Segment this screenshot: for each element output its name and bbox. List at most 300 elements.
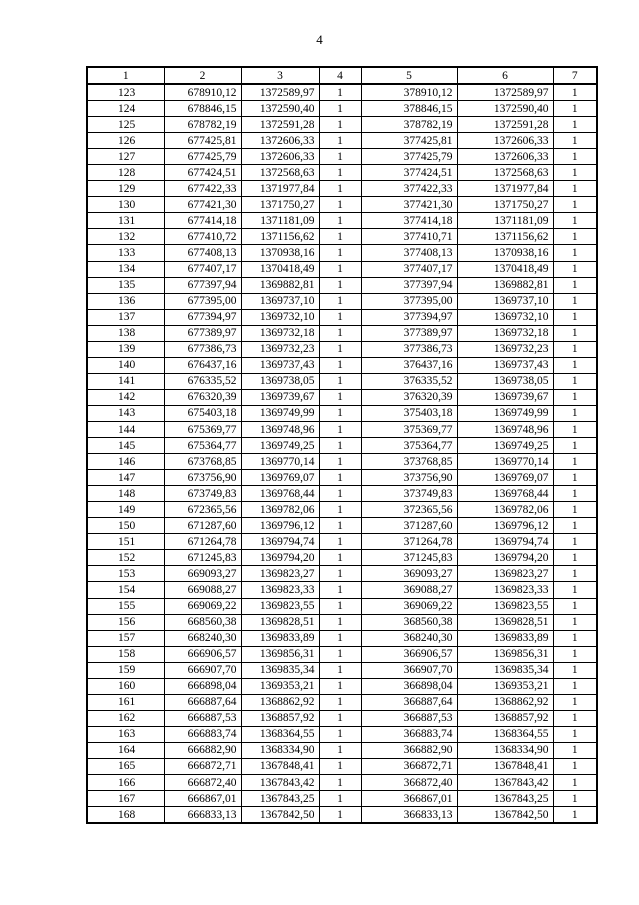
y-coord-alt-cell: 1372568,63 xyxy=(457,165,553,181)
zone-cell: 1 xyxy=(319,229,361,245)
point-number-cell: 165 xyxy=(87,758,164,774)
point-number-cell: 167 xyxy=(87,791,164,807)
code-cell: 1 xyxy=(553,373,597,389)
code-cell: 1 xyxy=(553,662,597,678)
x-coord-alt-cell: 366833,13 xyxy=(361,807,457,824)
code-cell: 1 xyxy=(553,502,597,518)
x-coord-cell: 668240,30 xyxy=(164,630,241,646)
y-coord-alt-cell: 1369794,20 xyxy=(457,550,553,566)
y-coord-alt-cell: 1372606,33 xyxy=(457,149,553,165)
column-header: 7 xyxy=(553,67,597,84)
zone-cell: 1 xyxy=(319,775,361,791)
table-row xyxy=(87,229,597,245)
column-header: 2 xyxy=(164,67,241,84)
zone-cell: 1 xyxy=(319,630,361,646)
y-coord-cell: 1370418,49 xyxy=(241,261,319,277)
code-cell: 1 xyxy=(553,309,597,325)
x-coord-cell: 677397,94 xyxy=(164,277,241,293)
code-cell: 1 xyxy=(553,454,597,470)
y-coord-alt-cell: 1369770,14 xyxy=(457,454,553,470)
code-cell: 1 xyxy=(553,710,597,726)
x-coord-cell: 676320,39 xyxy=(164,389,241,405)
point-number-cell: 129 xyxy=(87,181,164,197)
zone-cell: 1 xyxy=(319,117,361,133)
point-number-cell: 123 xyxy=(87,84,164,101)
x-coord-alt-cell: 373756,90 xyxy=(361,470,457,486)
zone-cell: 1 xyxy=(319,791,361,807)
code-cell: 1 xyxy=(553,149,597,165)
code-cell: 1 xyxy=(553,598,597,614)
y-coord-alt-cell: 1369769,07 xyxy=(457,470,553,486)
code-cell: 1 xyxy=(553,758,597,774)
code-cell: 1 xyxy=(553,117,597,133)
y-coord-cell: 1372589,97 xyxy=(241,84,319,101)
y-coord-cell: 1369768,44 xyxy=(241,486,319,502)
point-number-cell: 130 xyxy=(87,197,164,213)
x-coord-cell: 676437,16 xyxy=(164,357,241,373)
zone-cell: 1 xyxy=(319,309,361,325)
column-header: 3 xyxy=(241,67,319,84)
x-coord-cell: 666833,13 xyxy=(164,807,241,824)
x-coord-cell: 671245,83 xyxy=(164,550,241,566)
x-coord-cell: 673768,85 xyxy=(164,454,241,470)
y-coord-cell: 1369823,55 xyxy=(241,598,319,614)
point-number-cell: 164 xyxy=(87,742,164,758)
code-cell: 1 xyxy=(553,213,597,229)
zone-cell: 1 xyxy=(319,454,361,470)
table-row xyxy=(87,678,597,694)
y-coord-alt-cell: 1369833,89 xyxy=(457,630,553,646)
point-number-cell: 144 xyxy=(87,421,164,437)
table-row xyxy=(87,133,597,149)
zone-cell: 1 xyxy=(319,245,361,261)
code-cell: 1 xyxy=(553,582,597,598)
x-coord-alt-cell: 366898,04 xyxy=(361,678,457,694)
point-number-cell: 150 xyxy=(87,518,164,534)
x-coord-alt-cell: 372365,56 xyxy=(361,502,457,518)
table-row xyxy=(87,710,597,726)
code-cell: 1 xyxy=(553,550,597,566)
code-cell: 1 xyxy=(553,405,597,421)
y-coord-alt-cell: 1371156,62 xyxy=(457,229,553,245)
y-coord-alt-cell: 1369856,31 xyxy=(457,646,553,662)
y-coord-cell: 1372591,28 xyxy=(241,117,319,133)
x-coord-alt-cell: 378910,12 xyxy=(361,84,457,101)
y-coord-alt-cell: 1369732,18 xyxy=(457,325,553,341)
x-coord-cell: 669093,27 xyxy=(164,566,241,582)
code-cell: 1 xyxy=(553,534,597,550)
point-number-cell: 153 xyxy=(87,566,164,582)
table-row xyxy=(87,470,597,486)
table-row xyxy=(87,117,597,133)
x-coord-cell: 677389,97 xyxy=(164,325,241,341)
table-row xyxy=(87,438,597,454)
x-coord-alt-cell: 373768,85 xyxy=(361,454,457,470)
y-coord-alt-cell: 1368364,55 xyxy=(457,726,553,742)
y-coord-alt-cell: 1368857,92 xyxy=(457,710,553,726)
y-coord-alt-cell: 1369794,74 xyxy=(457,534,553,550)
code-cell: 1 xyxy=(553,566,597,582)
zone-cell: 1 xyxy=(319,470,361,486)
code-cell: 1 xyxy=(553,341,597,357)
y-coord-cell: 1372606,33 xyxy=(241,149,319,165)
x-coord-cell: 678910,12 xyxy=(164,84,241,101)
y-coord-alt-cell: 1371750,27 xyxy=(457,197,553,213)
zone-cell: 1 xyxy=(319,646,361,662)
table-row xyxy=(87,614,597,630)
point-number-cell: 131 xyxy=(87,213,164,229)
x-coord-cell: 677408,13 xyxy=(164,245,241,261)
code-cell: 1 xyxy=(553,181,597,197)
code-cell: 1 xyxy=(553,245,597,261)
zone-cell: 1 xyxy=(319,582,361,598)
point-number-cell: 133 xyxy=(87,245,164,261)
x-coord-cell: 669069,22 xyxy=(164,598,241,614)
y-coord-cell: 1371977,84 xyxy=(241,181,319,197)
zone-cell: 1 xyxy=(319,534,361,550)
code-cell: 1 xyxy=(553,678,597,694)
table-row xyxy=(87,213,597,229)
zone-cell: 1 xyxy=(319,710,361,726)
zone-cell: 1 xyxy=(319,598,361,614)
table-row xyxy=(87,646,597,662)
y-coord-alt-cell: 1368862,92 xyxy=(457,694,553,710)
x-coord-alt-cell: 366867,01 xyxy=(361,791,457,807)
table-row xyxy=(87,630,597,646)
zone-cell: 1 xyxy=(319,518,361,534)
x-coord-alt-cell: 377422,33 xyxy=(361,181,457,197)
x-coord-alt-cell: 377425,81 xyxy=(361,133,457,149)
y-coord-alt-cell: 1368334,90 xyxy=(457,742,553,758)
table-body xyxy=(87,84,597,823)
zone-cell: 1 xyxy=(319,662,361,678)
zone-cell: 1 xyxy=(319,550,361,566)
point-number-cell: 166 xyxy=(87,775,164,791)
code-cell: 1 xyxy=(553,742,597,758)
y-coord-cell: 1369737,10 xyxy=(241,293,319,309)
zone-cell: 1 xyxy=(319,438,361,454)
y-coord-cell: 1367843,42 xyxy=(241,775,319,791)
y-coord-cell: 1369749,25 xyxy=(241,438,319,454)
y-coord-alt-cell: 1367848,41 xyxy=(457,758,553,774)
y-coord-cell: 1371750,27 xyxy=(241,197,319,213)
x-coord-alt-cell: 376320,39 xyxy=(361,389,457,405)
point-number-cell: 159 xyxy=(87,662,164,678)
x-coord-cell: 675369,77 xyxy=(164,421,241,437)
table-row xyxy=(87,566,597,582)
zone-cell: 1 xyxy=(319,149,361,165)
x-coord-cell: 677421,30 xyxy=(164,197,241,213)
y-coord-cell: 1369732,23 xyxy=(241,341,319,357)
table-row xyxy=(87,534,597,550)
y-coord-alt-cell: 1369749,99 xyxy=(457,405,553,421)
y-coord-cell: 1372590,40 xyxy=(241,101,319,117)
point-number-cell: 161 xyxy=(87,694,164,710)
code-cell: 1 xyxy=(553,775,597,791)
x-coord-alt-cell: 375369,77 xyxy=(361,421,457,437)
x-coord-alt-cell: 377397,94 xyxy=(361,277,457,293)
x-coord-alt-cell: 377389,97 xyxy=(361,325,457,341)
code-cell: 1 xyxy=(553,470,597,486)
y-coord-cell: 1369782,06 xyxy=(241,502,319,518)
y-coord-alt-cell: 1367843,42 xyxy=(457,775,553,791)
table-row xyxy=(87,165,597,181)
code-cell: 1 xyxy=(553,84,597,101)
code-cell: 1 xyxy=(553,389,597,405)
y-coord-alt-cell: 1372589,97 xyxy=(457,84,553,101)
x-coord-cell: 666872,71 xyxy=(164,758,241,774)
code-cell: 1 xyxy=(553,646,597,662)
x-coord-alt-cell: 369093,27 xyxy=(361,566,457,582)
y-coord-alt-cell: 1367843,25 xyxy=(457,791,553,807)
table-row xyxy=(87,309,597,325)
point-number-cell: 136 xyxy=(87,293,164,309)
zone-cell: 1 xyxy=(319,694,361,710)
table-row xyxy=(87,101,597,117)
y-coord-cell: 1372568,63 xyxy=(241,165,319,181)
code-cell: 1 xyxy=(553,791,597,807)
y-coord-alt-cell: 1369748,96 xyxy=(457,421,553,437)
zone-cell: 1 xyxy=(319,758,361,774)
table-row xyxy=(87,662,597,678)
y-coord-cell: 1369738,05 xyxy=(241,373,319,389)
x-coord-cell: 677414,18 xyxy=(164,213,241,229)
x-coord-cell: 666887,64 xyxy=(164,694,241,710)
point-number-cell: 154 xyxy=(87,582,164,598)
x-coord-alt-cell: 368560,38 xyxy=(361,614,457,630)
x-coord-cell: 666906,57 xyxy=(164,646,241,662)
code-cell: 1 xyxy=(553,165,597,181)
code-cell: 1 xyxy=(553,133,597,149)
code-cell: 1 xyxy=(553,694,597,710)
x-coord-alt-cell: 377421,30 xyxy=(361,197,457,213)
table-row xyxy=(87,694,597,710)
y-coord-alt-cell: 1369782,06 xyxy=(457,502,553,518)
x-coord-alt-cell: 371245,83 xyxy=(361,550,457,566)
code-cell: 1 xyxy=(553,229,597,245)
table-row xyxy=(87,807,597,824)
y-coord-cell: 1369732,10 xyxy=(241,309,319,325)
point-number-cell: 160 xyxy=(87,678,164,694)
y-coord-cell: 1369823,33 xyxy=(241,582,319,598)
point-number-cell: 162 xyxy=(87,710,164,726)
table-row xyxy=(87,149,597,165)
y-coord-alt-cell: 1369732,23 xyxy=(457,341,553,357)
code-cell: 1 xyxy=(553,101,597,117)
point-number-cell: 128 xyxy=(87,165,164,181)
x-coord-alt-cell: 371264,78 xyxy=(361,534,457,550)
y-coord-alt-cell: 1369768,44 xyxy=(457,486,553,502)
code-cell: 1 xyxy=(553,293,597,309)
zone-cell: 1 xyxy=(319,405,361,421)
zone-cell: 1 xyxy=(319,197,361,213)
x-coord-cell: 671264,78 xyxy=(164,534,241,550)
y-coord-cell: 1369823,27 xyxy=(241,566,319,582)
x-coord-cell: 666907,70 xyxy=(164,662,241,678)
x-coord-alt-cell: 377410,71 xyxy=(361,229,457,245)
x-coord-cell: 677395,00 xyxy=(164,293,241,309)
y-coord-alt-cell: 1371977,84 xyxy=(457,181,553,197)
y-coord-cell: 1369749,99 xyxy=(241,405,319,421)
x-coord-alt-cell: 377424,51 xyxy=(361,165,457,181)
y-coord-cell: 1367843,25 xyxy=(241,791,319,807)
zone-cell: 1 xyxy=(319,84,361,101)
point-number-cell: 152 xyxy=(87,550,164,566)
y-coord-alt-cell: 1369749,25 xyxy=(457,438,553,454)
point-number-cell: 158 xyxy=(87,646,164,662)
y-coord-cell: 1369737,43 xyxy=(241,357,319,373)
y-coord-alt-cell: 1369353,21 xyxy=(457,678,553,694)
y-coord-cell: 1368334,90 xyxy=(241,742,319,758)
x-coord-cell: 677386,73 xyxy=(164,341,241,357)
x-coord-alt-cell: 366887,53 xyxy=(361,710,457,726)
zone-cell: 1 xyxy=(319,133,361,149)
zone-cell: 1 xyxy=(319,101,361,117)
table-row xyxy=(87,742,597,758)
zone-cell: 1 xyxy=(319,261,361,277)
table-row xyxy=(87,84,597,101)
point-number-cell: 142 xyxy=(87,389,164,405)
y-coord-alt-cell: 1369739,67 xyxy=(457,389,553,405)
y-coord-cell: 1369769,07 xyxy=(241,470,319,486)
code-cell: 1 xyxy=(553,261,597,277)
table-row xyxy=(87,373,597,389)
y-coord-cell: 1369828,51 xyxy=(241,614,319,630)
zone-cell: 1 xyxy=(319,293,361,309)
y-coord-cell: 1369856,31 xyxy=(241,646,319,662)
point-number-cell: 145 xyxy=(87,438,164,454)
x-coord-alt-cell: 366882,90 xyxy=(361,742,457,758)
table-row xyxy=(87,181,597,197)
column-header: 6 xyxy=(457,67,553,84)
y-coord-cell: 1368862,92 xyxy=(241,694,319,710)
x-coord-alt-cell: 375364,77 xyxy=(361,438,457,454)
x-coord-alt-cell: 377394,97 xyxy=(361,309,457,325)
x-coord-alt-cell: 366887,64 xyxy=(361,694,457,710)
x-coord-alt-cell: 366907,70 xyxy=(361,662,457,678)
point-number-cell: 132 xyxy=(87,229,164,245)
point-number-cell: 151 xyxy=(87,534,164,550)
table-row xyxy=(87,518,597,534)
x-coord-cell: 676335,52 xyxy=(164,373,241,389)
table-row xyxy=(87,454,597,470)
y-coord-cell: 1369835,34 xyxy=(241,662,319,678)
zone-cell: 1 xyxy=(319,486,361,502)
zone-cell: 1 xyxy=(319,165,361,181)
zone-cell: 1 xyxy=(319,373,361,389)
y-coord-cell: 1367848,41 xyxy=(241,758,319,774)
y-coord-alt-cell: 1369828,51 xyxy=(457,614,553,630)
zone-cell: 1 xyxy=(319,678,361,694)
x-coord-alt-cell: 366872,71 xyxy=(361,758,457,774)
x-coord-alt-cell: 369069,22 xyxy=(361,598,457,614)
y-coord-cell: 1369748,96 xyxy=(241,421,319,437)
point-number-cell: 163 xyxy=(87,726,164,742)
x-coord-cell: 677425,81 xyxy=(164,133,241,149)
code-cell: 1 xyxy=(553,197,597,213)
table-row xyxy=(87,197,597,213)
x-coord-cell: 673756,90 xyxy=(164,470,241,486)
zone-cell: 1 xyxy=(319,181,361,197)
y-coord-cell: 1369882,81 xyxy=(241,277,319,293)
x-coord-cell: 666883,74 xyxy=(164,726,241,742)
y-coord-alt-cell: 1369823,55 xyxy=(457,598,553,614)
point-number-cell: 125 xyxy=(87,117,164,133)
point-number-cell: 141 xyxy=(87,373,164,389)
x-coord-alt-cell: 375403,18 xyxy=(361,405,457,421)
coordinates-table xyxy=(86,66,598,824)
y-coord-alt-cell: 1369738,05 xyxy=(457,373,553,389)
y-coord-alt-cell: 1369882,81 xyxy=(457,277,553,293)
column-header: 5 xyxy=(361,67,457,84)
header-row xyxy=(87,67,597,84)
column-header: 4 xyxy=(319,67,361,84)
x-coord-alt-cell: 378782,19 xyxy=(361,117,457,133)
x-coord-alt-cell: 366872,40 xyxy=(361,775,457,791)
x-coord-alt-cell: 378846,15 xyxy=(361,101,457,117)
zone-cell: 1 xyxy=(319,566,361,582)
zone-cell: 1 xyxy=(319,213,361,229)
x-coord-cell: 678846,15 xyxy=(164,101,241,117)
y-coord-cell: 1369833,89 xyxy=(241,630,319,646)
point-number-cell: 134 xyxy=(87,261,164,277)
x-coord-cell: 677410,72 xyxy=(164,229,241,245)
point-number-cell: 138 xyxy=(87,325,164,341)
table-row xyxy=(87,502,597,518)
y-coord-alt-cell: 1372606,33 xyxy=(457,133,553,149)
code-cell: 1 xyxy=(553,486,597,502)
point-number-cell: 147 xyxy=(87,470,164,486)
table-row xyxy=(87,277,597,293)
x-coord-alt-cell: 377408,13 xyxy=(361,245,457,261)
x-coord-cell: 677394,97 xyxy=(164,309,241,325)
point-number-cell: 127 xyxy=(87,149,164,165)
y-coord-cell: 1369353,21 xyxy=(241,678,319,694)
x-coord-cell: 677422,33 xyxy=(164,181,241,197)
y-coord-alt-cell: 1367842,50 xyxy=(457,807,553,824)
point-number-cell: 168 xyxy=(87,807,164,824)
table-row xyxy=(87,758,597,774)
zone-cell: 1 xyxy=(319,277,361,293)
table-row xyxy=(87,293,597,309)
zone-cell: 1 xyxy=(319,421,361,437)
point-number-cell: 146 xyxy=(87,454,164,470)
table-row xyxy=(87,550,597,566)
x-coord-cell: 669088,27 xyxy=(164,582,241,598)
x-coord-cell: 668560,38 xyxy=(164,614,241,630)
table-row xyxy=(87,245,597,261)
zone-cell: 1 xyxy=(319,357,361,373)
y-coord-alt-cell: 1369823,33 xyxy=(457,582,553,598)
table-row xyxy=(87,261,597,277)
zone-cell: 1 xyxy=(319,325,361,341)
y-coord-alt-cell: 1372591,28 xyxy=(457,117,553,133)
zone-cell: 1 xyxy=(319,389,361,405)
x-coord-cell: 678782,19 xyxy=(164,117,241,133)
zone-cell: 1 xyxy=(319,742,361,758)
x-coord-cell: 677424,51 xyxy=(164,165,241,181)
zone-cell: 1 xyxy=(319,614,361,630)
table-row xyxy=(87,486,597,502)
table-row xyxy=(87,726,597,742)
table-row xyxy=(87,389,597,405)
point-number-cell: 126 xyxy=(87,133,164,149)
y-coord-alt-cell: 1371181,09 xyxy=(457,213,553,229)
zone-cell: 1 xyxy=(319,726,361,742)
x-coord-alt-cell: 369088,27 xyxy=(361,582,457,598)
y-coord-cell: 1369794,74 xyxy=(241,534,319,550)
y-coord-cell: 1370938,16 xyxy=(241,245,319,261)
